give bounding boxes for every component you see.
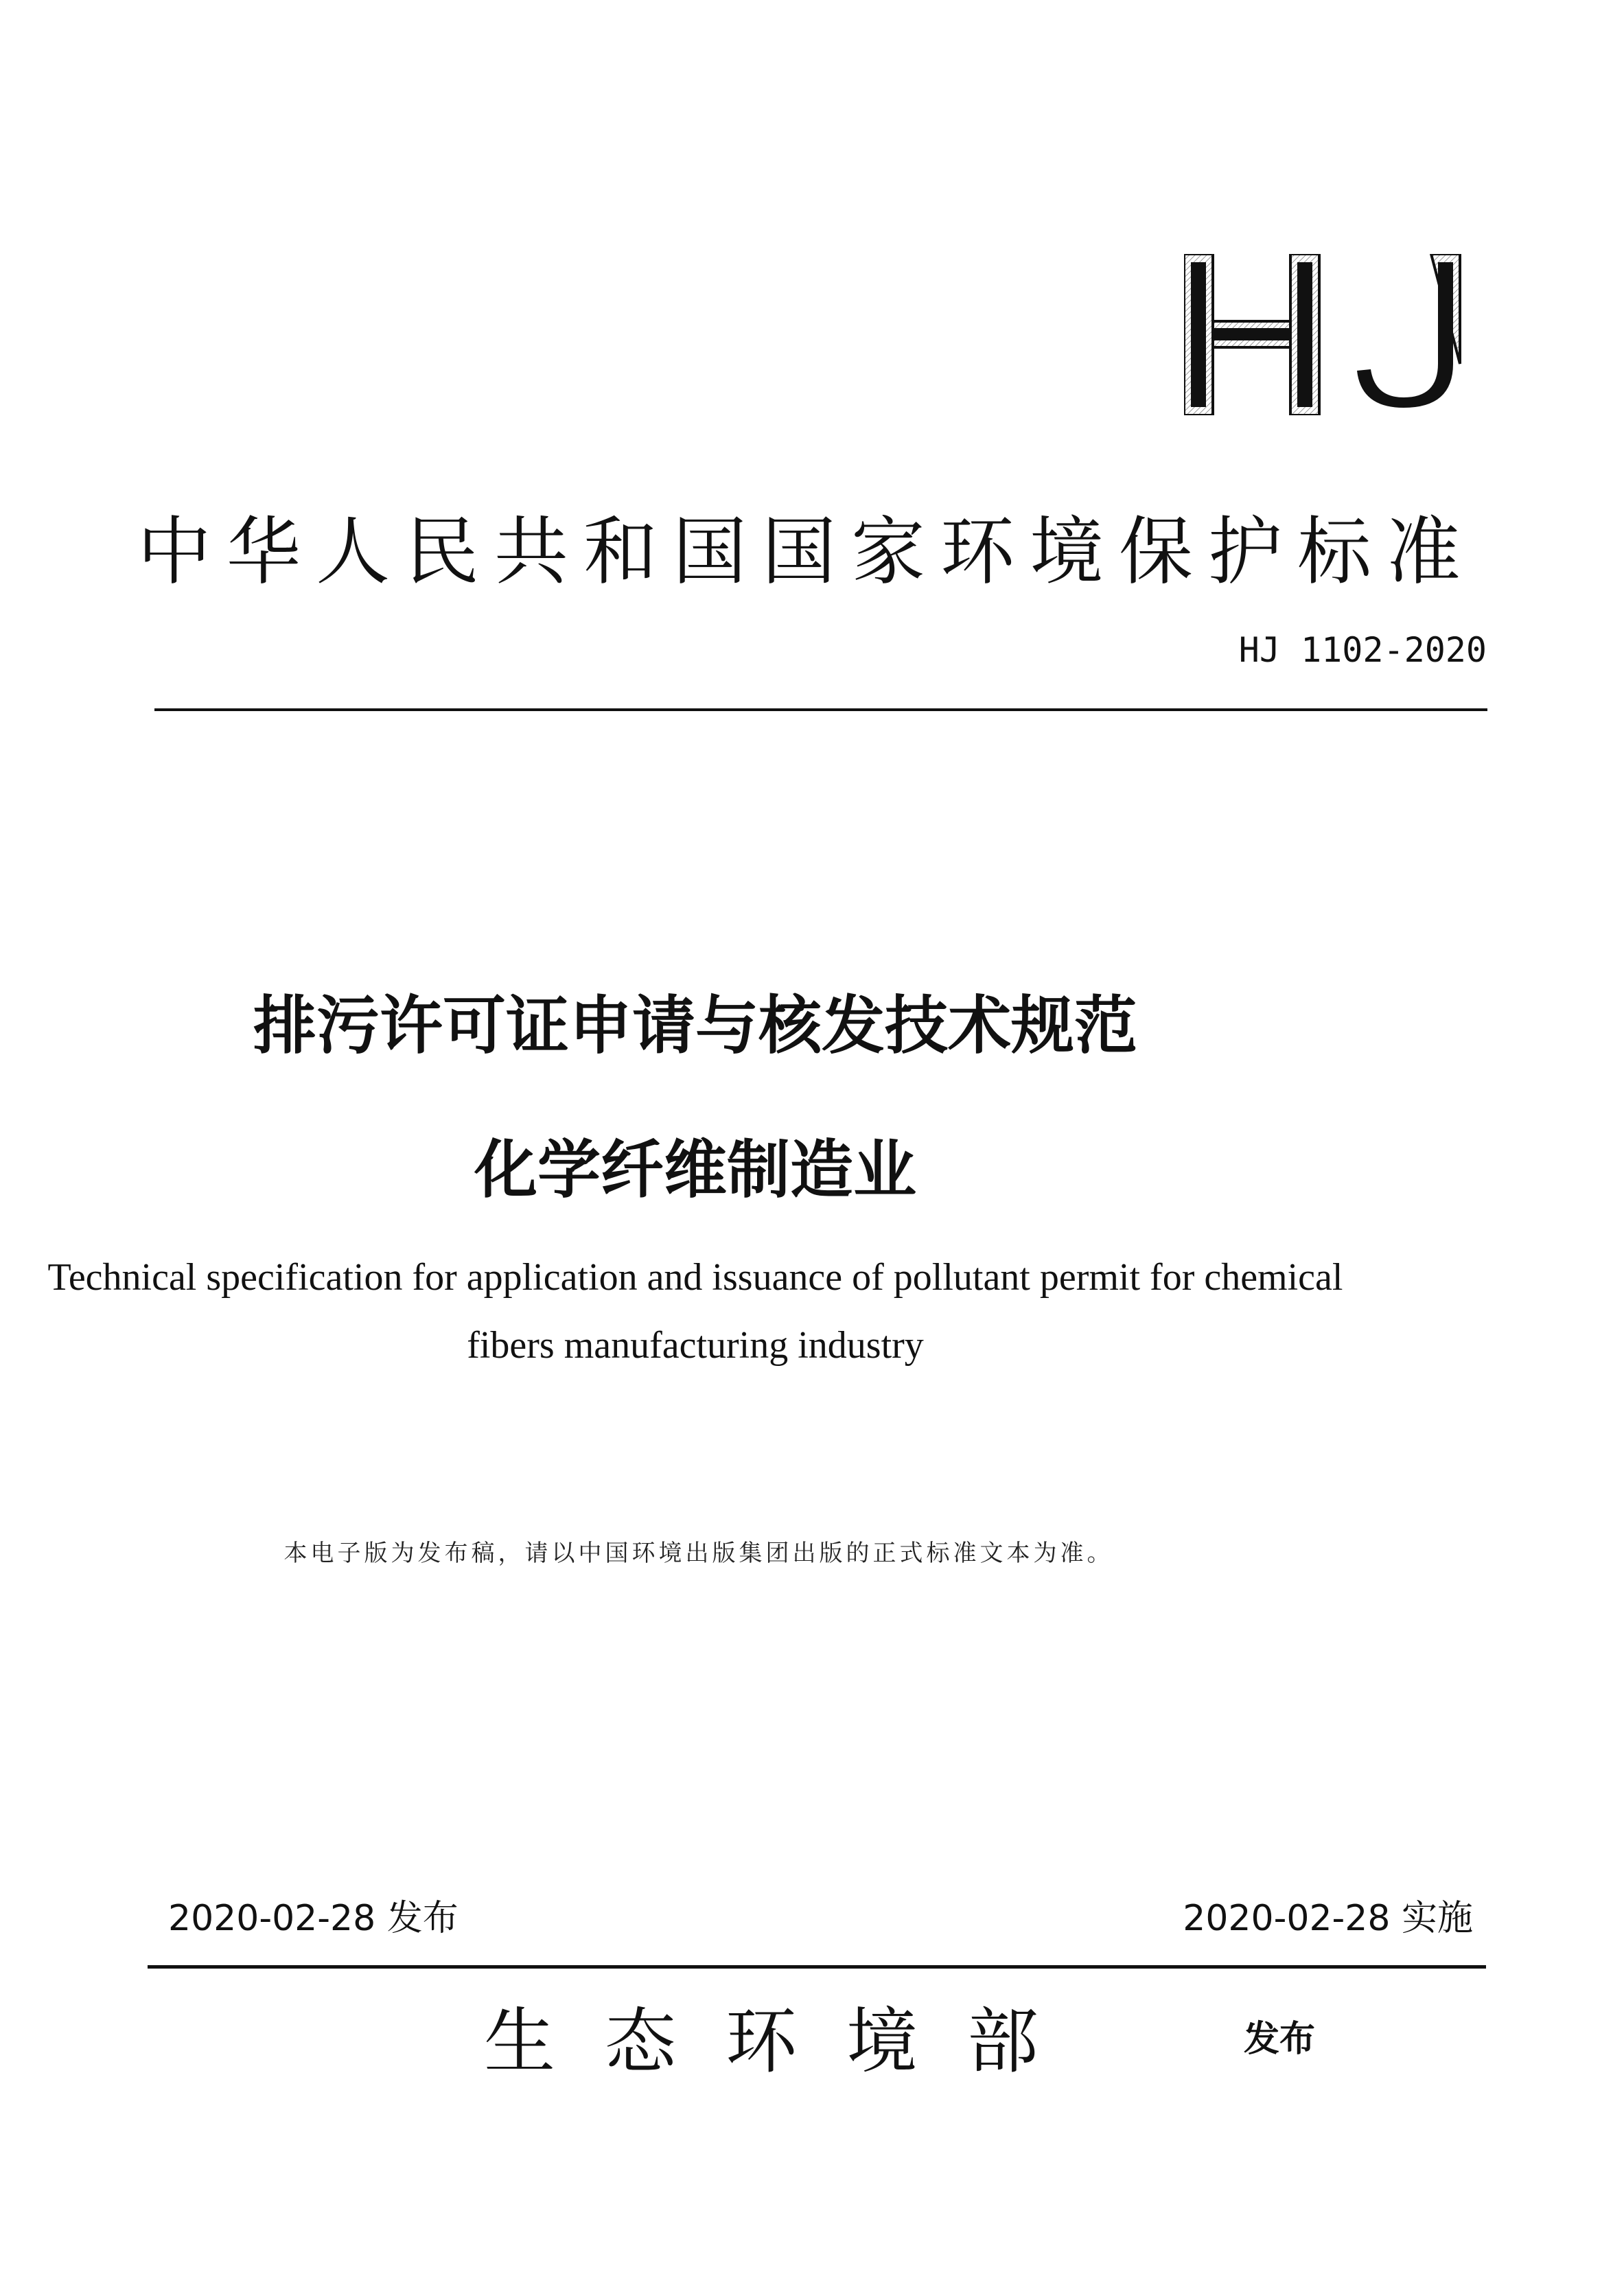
document-title-en-line2: fibers manufacturing industry bbox=[467, 1324, 924, 1367]
issue-date: 2020-02-28 发布 bbox=[168, 1898, 459, 1939]
document-title-zh-line1: 排污许可证申请与核发技术规范 bbox=[253, 989, 1137, 1063]
header-divider bbox=[154, 708, 1487, 711]
electronic-version-notice: 本电子版为发布稿，请以中国环境出版集团出版的正式标准文本为准。 bbox=[283, 1540, 1114, 1567]
hj-logo-icon bbox=[1184, 254, 1472, 415]
publisher-name: 生态环境部 bbox=[484, 1999, 1089, 2083]
standard-code: HJ 1102-2020 bbox=[1238, 630, 1487, 670]
document-title-zh-line2: 化学纤维制造业 bbox=[474, 1133, 916, 1207]
publisher-action: 发布 bbox=[1244, 2019, 1316, 2060]
footer-divider bbox=[148, 1965, 1486, 1969]
document-title-en-line1: Technical specification for application and issuance of pollutant permit for chemical bbox=[47, 1256, 1343, 1299]
standard-series-title: 中华人民共和国国家环境保护标准 bbox=[137, 509, 1476, 595]
effective-date: 2020-02-28 实施 bbox=[1183, 1898, 1473, 1939]
